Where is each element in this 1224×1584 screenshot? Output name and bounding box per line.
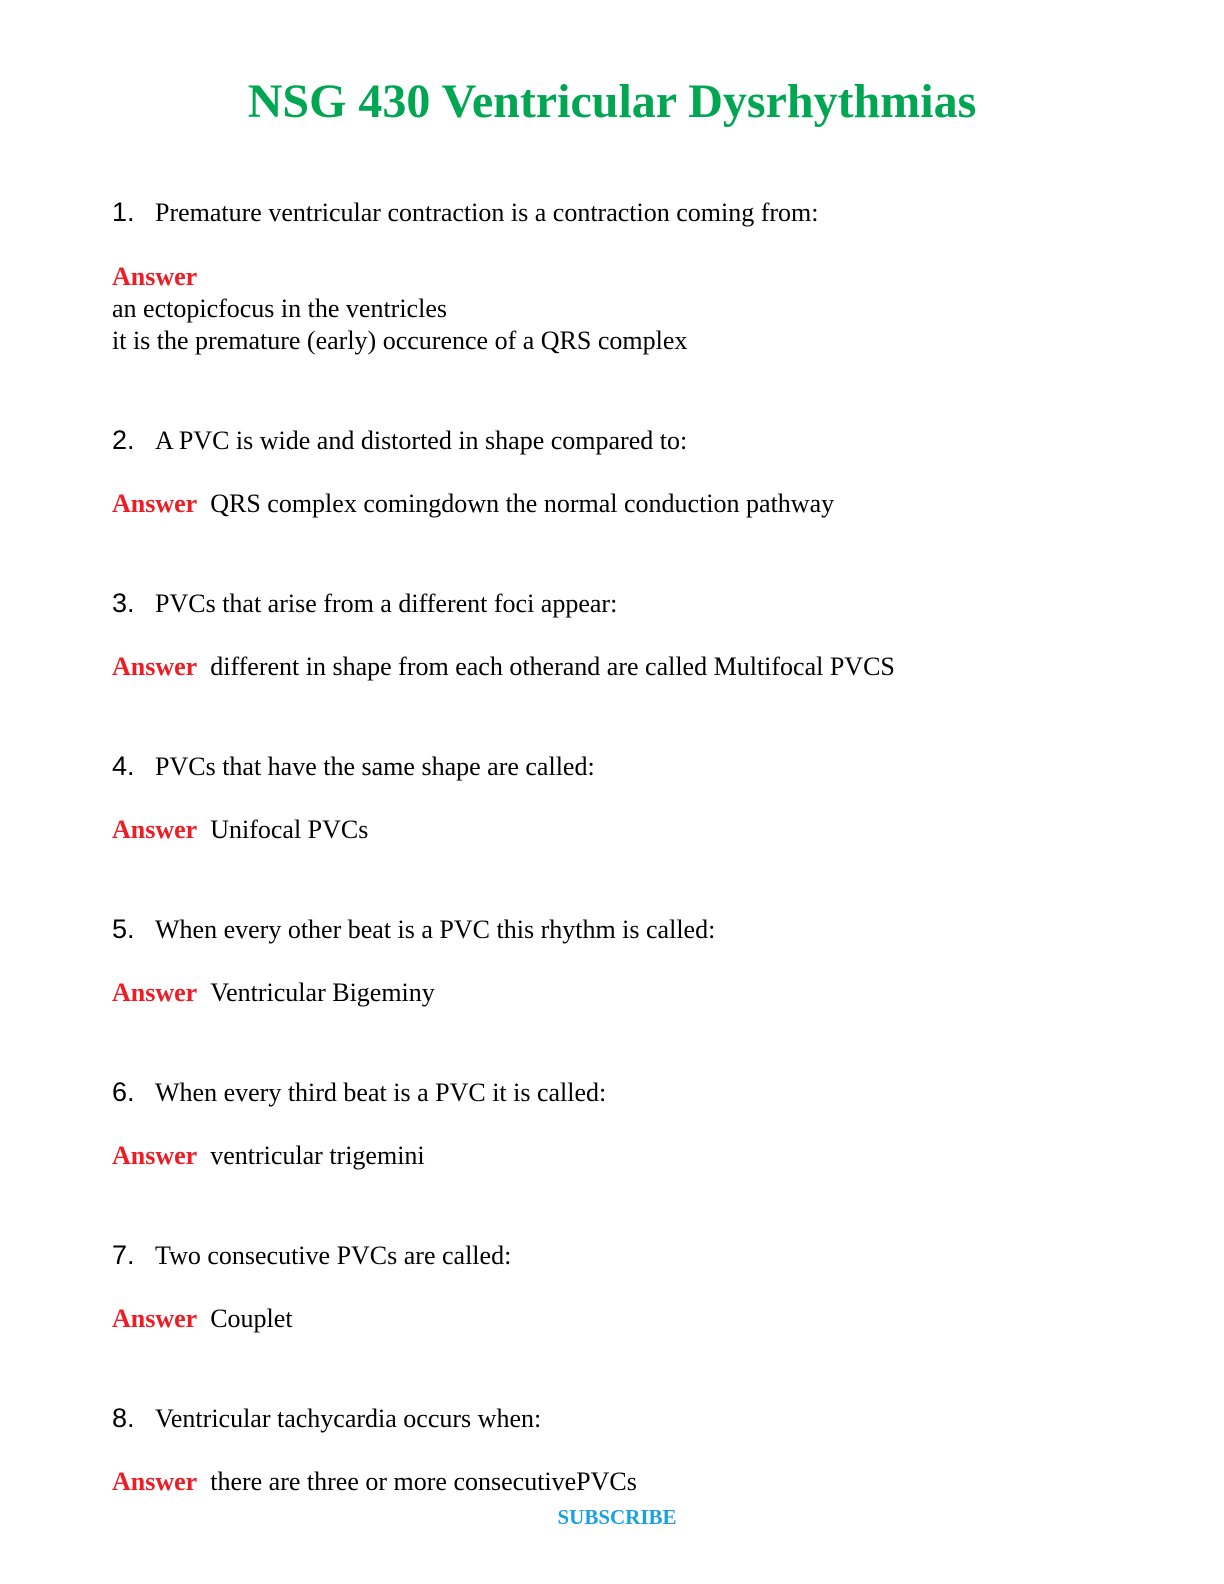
question-2	[112, 424, 687, 457]
answer-text: ventricular trigemini	[210, 1141, 425, 1170]
question-number: 6.	[112, 1077, 135, 1107]
question-text: Premature ventricular contraction is a contraction coming from:	[155, 198, 819, 227]
answer-label: Answer	[112, 489, 198, 518]
answer-label: Answer	[112, 1467, 198, 1496]
answer-text: different in shape from each otherand are called Multifocal PVCS	[210, 652, 895, 681]
question-6	[112, 1076, 606, 1109]
question-1	[112, 196, 818, 229]
question-text: PVCs that have the same shape are called:	[155, 752, 595, 781]
answer-4	[112, 814, 368, 846]
question-3	[112, 587, 617, 620]
page-title: NSG 430 Ventricular Dysrhythmias	[247, 75, 977, 128]
answer-7	[112, 1303, 293, 1335]
answer-label: Answer	[112, 1141, 198, 1170]
question-number: 3.	[112, 588, 135, 618]
question-number: 5.	[112, 914, 135, 944]
question-text: Two consecutive PVCs are called:	[155, 1241, 512, 1270]
answer-label: Answer	[112, 262, 198, 291]
question-number: 2.	[112, 425, 135, 455]
answer-1	[112, 261, 687, 357]
answer-text: an ectopicfocus in the ventricles	[112, 294, 447, 323]
question-text: A PVC is wide and distorted in shape compared to:	[155, 426, 688, 455]
question-4	[112, 750, 595, 783]
answer-label: Answer	[112, 815, 198, 844]
answer-text: Unifocal PVCs	[210, 815, 369, 844]
question-text: Ventricular tachycardia occurs when:	[155, 1404, 542, 1433]
answer-text: QRS complex comingdown the normal conduction pathway	[210, 489, 835, 518]
question-5	[112, 913, 715, 946]
question-number: 1.	[112, 197, 135, 227]
question-text: PVCs that arise from a different foci appear:	[155, 589, 618, 618]
subscribe-link[interactable]: SUBSCRIBE	[557, 1505, 677, 1529]
answer-2	[112, 488, 834, 520]
answer-3	[112, 651, 895, 683]
answer-text: Ventricular Bigeminy	[210, 978, 435, 1007]
question-number: 4.	[112, 751, 135, 781]
answer-text: it is the premature (early) occurence of a QRS complex	[112, 326, 688, 355]
answer-5	[112, 977, 435, 1009]
question-number: 7.	[112, 1240, 135, 1270]
question-8	[112, 1402, 541, 1435]
answer-text: Couplet	[210, 1304, 293, 1333]
question-number: 8.	[112, 1403, 135, 1433]
question-text: When every other beat is a PVC this rhythm is called:	[155, 915, 716, 944]
answer-6	[112, 1140, 425, 1172]
answer-label: Answer	[112, 1304, 198, 1333]
question-7	[112, 1239, 511, 1272]
answer-text: there are three or more consecutivePVCs	[210, 1467, 637, 1496]
question-text: When every third beat is a PVC it is called:	[155, 1078, 607, 1107]
answer-label: Answer	[112, 652, 198, 681]
answer-8	[112, 1466, 637, 1498]
answer-label: Answer	[112, 978, 198, 1007]
